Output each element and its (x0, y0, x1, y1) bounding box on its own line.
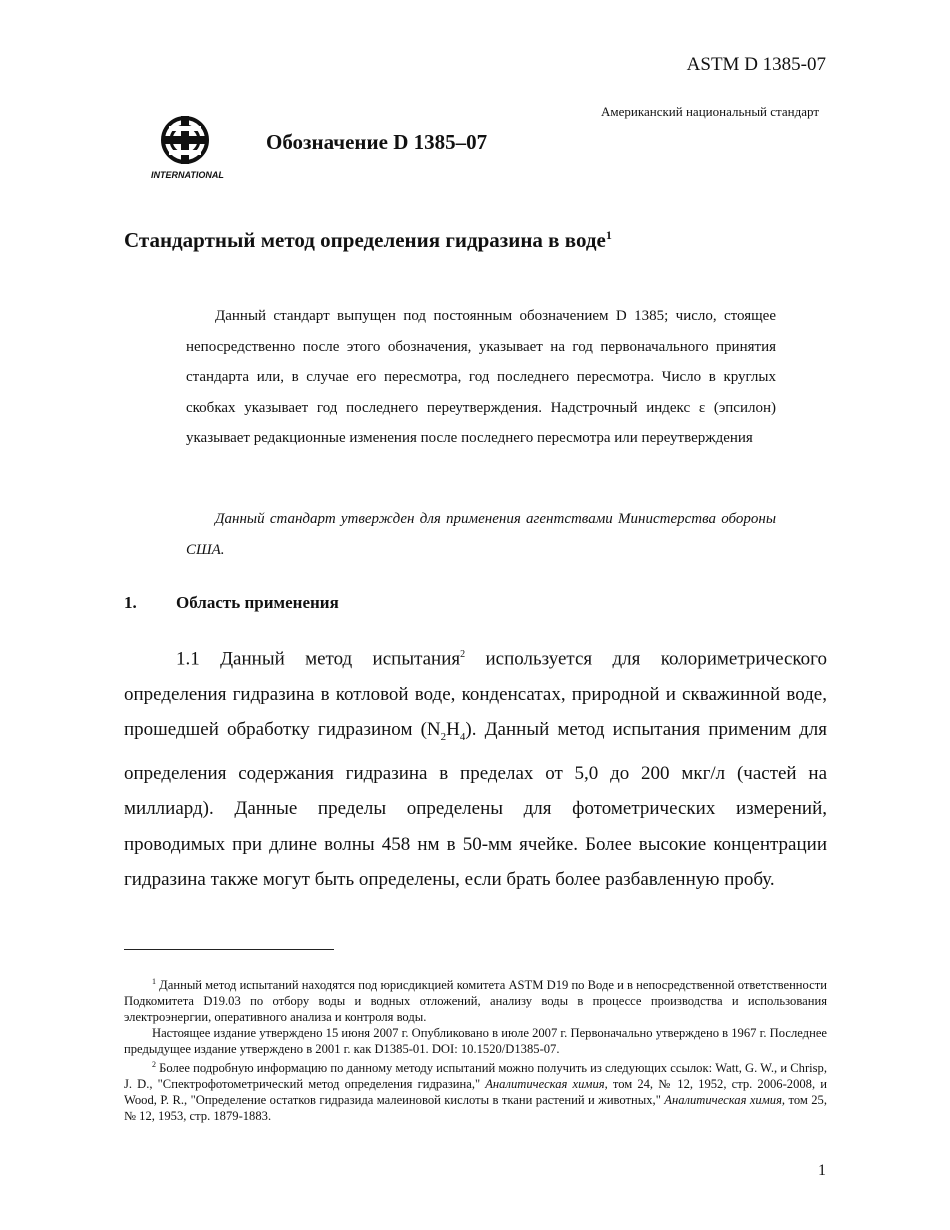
section-number: 1. (124, 593, 137, 612)
page-number: 1 (818, 1162, 826, 1179)
footnote-2-journal-2: Аналитическая химия, (664, 1093, 786, 1108)
scope-paragraph (124, 637, 827, 898)
document-code: ASTM D 1385-07 (686, 54, 826, 75)
issuance-note-text: Данный стандарт выпущен под постоянным обозначением D 1385; число, стоящее непосредственно после этого обозначения, указывает на год первоначального принятия стандарта или, в случае его пересмотра, год последнего пересмотра. Число в круглых скобках указывает год последнего переутверждения. Надстрочный индекс ε (эпсилон) указывает редакционные изменения после последнего пересмотра или переутверждения (186, 308, 776, 446)
footnote-1-mark: 1 (152, 977, 156, 986)
formula-h: H (446, 719, 460, 741)
dod-approval-note (186, 504, 776, 565)
astm-logo (150, 114, 226, 184)
footnote-2-text-a: Более подробную информацию по данному методу испытаний можно получить из следующих ссылок: Watt, G. W., и Chrisp, J. D., "Спектрофотометрический метод определения гидразина," (124, 1061, 827, 1092)
footnote-1-text: Данный метод испытаний находятся под юрисдикцией комитета ASTM D19 по Воде и в непосредственной ответственности Подкомитета D19.03 по отбору воды и водных отложений, анализу воды в процессе производства и использования электроэнергии, оперативного анализа и контроля воды. (124, 978, 827, 1025)
footnote-2-text-c: том 25, № 12, 1953, стр. 1879-1883. (124, 1093, 828, 1124)
logo-wordmark: INTERNATIONAL (151, 170, 224, 180)
footnote-2-text-b: том 24, № 12, 1952, стр. 2006-2008, и Wood, P. R., "Определение остатков гидразида малеиновой кислоты в ткани растений и животных," (124, 1077, 827, 1108)
footnote-2 (124, 1057, 827, 1124)
footnote-divider (124, 949, 334, 950)
astm-logo-icon (150, 114, 226, 184)
footnote-2-journal-1: Аналитическая химия, (485, 1077, 608, 1092)
title-text: Стандартный метод определения гидразина в воде (124, 228, 606, 252)
title-footnote-ref[interactable]: 1 (605, 228, 612, 242)
national-standard-label: Американский национальный стандарт (601, 104, 819, 119)
footnote-1 (124, 974, 827, 1025)
dod-approval-text: Данный стандарт утвержден для применения агентствами Министерства обороны США. (186, 511, 776, 558)
footnote-1-edition: Настоящее издание утверждено 15 июня 2007 г. Опубликовано в июле 2007 г. Первоначально утверждено в 1967 г. Последнее предыдущее издание утверждено в 2001 г. как D1385-01. DOI: 10.1520/D1385-07. (124, 1026, 827, 1057)
issuance-note (186, 301, 776, 454)
section-heading: Область применения (176, 593, 339, 612)
formula-sub-n: 2 (440, 731, 447, 744)
footnote-2-mark: 2 (152, 1060, 156, 1070)
formula-sub-h: 4 (459, 731, 466, 744)
scope-text-mid: используется для колориметрического определения гидразина в котловой воде, конденсатах, природной и скважинной воде, прошедшей обработку гидразином (N (124, 648, 828, 741)
footnotes (124, 974, 827, 1124)
standard-designation: Обозначение D 1385–07 (266, 130, 488, 154)
scope-footnote-ref[interactable]: 2 (460, 649, 466, 660)
scope-text-start: 1.1 Данный метод испытания (176, 648, 461, 670)
scope-text-end: ). Данный метод испытания применим для определения содержания гидразина в пределах от 5,0 до 200 мкг/л (частей на миллиард). Данные пределы определены для фотометрических измерений, проводимых при длине волны 458 нм в 50-мм ячейке. Более высокие концентрации гидразина также могут быть определены, если брать более разбавленную пробу. (124, 719, 827, 891)
document-title (124, 228, 612, 253)
